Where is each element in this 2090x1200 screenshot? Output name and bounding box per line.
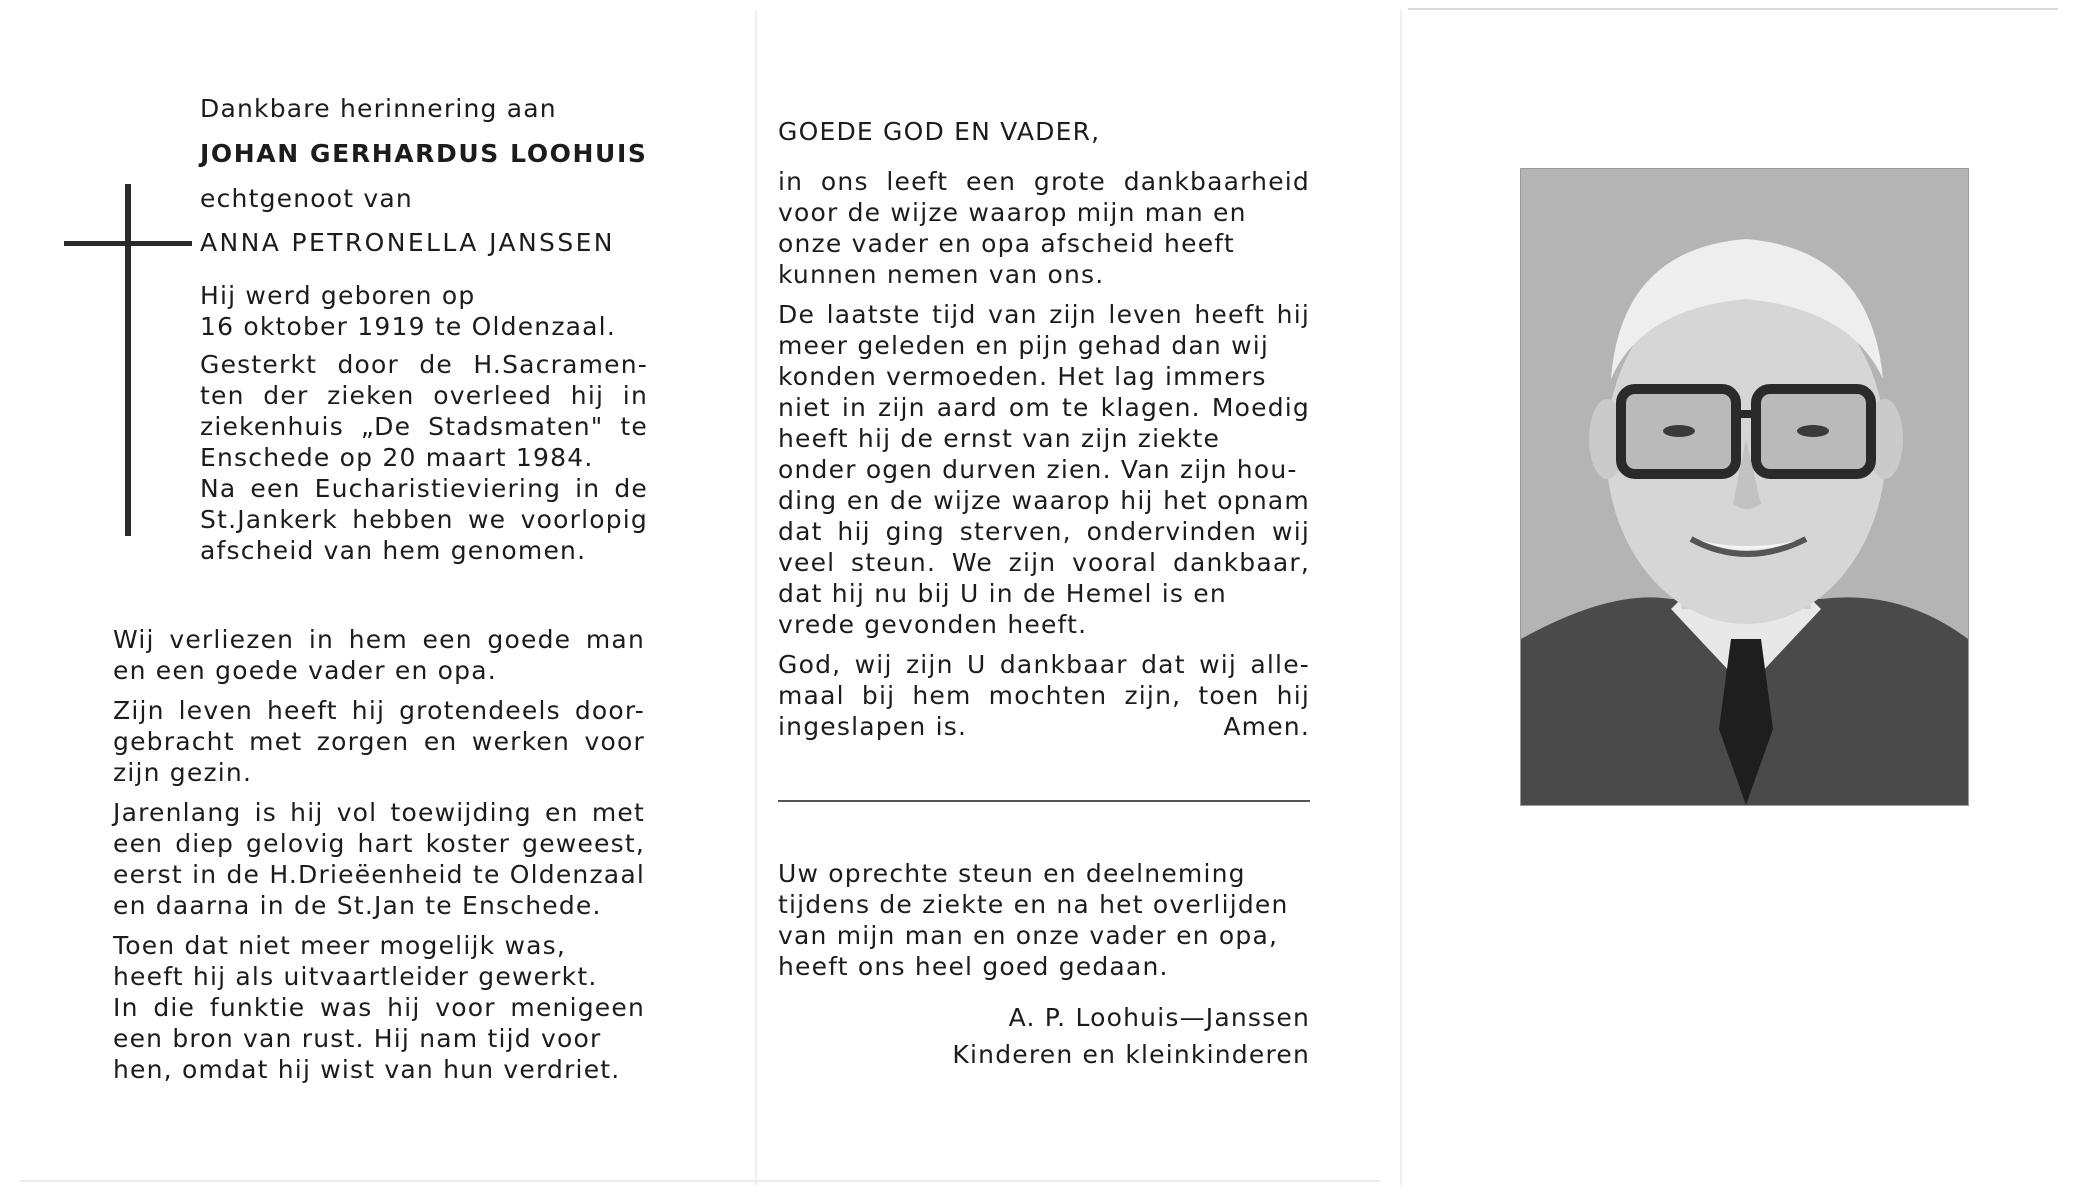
- prayer-text: in ons leeft een grote dankbaarheid voor de wijze waarop mijn man en onze vader en opa afscheid heeft kunnen nemen van ons. De laatste tijd van zijn leven heeft hij meer geleden en pijn gehad dan wij konden vermoeden. Het lag immers niet in zijn aard om te klagen. Moedig heeft hij de ernst van zijn ziekte onder ogen durven zien. Van zijn hou- ding en de wijze waarop hij het opnam dat hij ging sterven, ondervinden wij veel steun. We zijn vooral dankbaar, dat hij nu bij U in de Hemel is en vrede gevonden heeft. God, wij zijn U dankbaar dat wij alle- maal bij hem mochten zijn, toen hij ingeslapen is. Amen.: [778, 167, 1310, 741]
- intro-text: [200, 93, 557, 124]
- prayer-closing: ingeslapen is. Amen.: [778, 712, 1310, 741]
- portrait-photo: [1520, 168, 1969, 806]
- biography: Wij verliezen in hem een goede man en een goede vader en opa. Zijn leven heeft hij grotendeels door- gebracht met zorgen en werken voor zijn gezin. Jarenlang is hij vol toewijding en met een diep gelovig hart koster geweest, eerst in de H.Drieëenheid te Oldenzaal en daarna in de St.Jan te Enschede. Toen dat niet meer mogelijk was, heeft hij als uitvaartleider gewerkt. In die funktie was hij voor menigeen een bron van rust. Hij nam tijd voor hen, omdat hij wist van hun verdriet.: [113, 625, 645, 1084]
- fold-line-left: [755, 10, 757, 1185]
- birth-info: Hij werd geboren op 16 oktober 1919 te Oldenzaal.: [200, 281, 616, 341]
- thanks-text: Uw oprechte steun en deelneming tijdens de ziekte en na het overlijden van mijn man en onze vader en opa, heeft ons heel goed gedaan.: [778, 859, 1289, 981]
- cross-icon: [125, 184, 131, 536]
- prayer-heading: GOEDE GOD EN VADER,: [778, 117, 1101, 146]
- cross-bar: [64, 241, 192, 246]
- page-edge-line-bottom: [20, 1180, 1380, 1182]
- spouse-label: echtgenoot van: [200, 184, 413, 213]
- fold-line-right: [1400, 10, 1402, 1185]
- page-edge-line: [1408, 8, 2058, 10]
- signature-name: A. P. Loohuis—Janssen: [1008, 1003, 1310, 1032]
- divider-rule: [778, 800, 1310, 802]
- portrait-illustration: [1521, 169, 1968, 805]
- amen: Amen.: [1223, 712, 1310, 741]
- death-info: Gesterkt door de H.Sacramen- ten der zieken overleed hij in ziekenhuis „De Stadsmaten" te Enschede op 20 maart 1984. Na een Eucharistieviering in de St.Jankerk hebben we voorlopig afscheid van hem genomen.: [200, 350, 648, 565]
- signature: [778, 1002, 1310, 1070]
- signature-family: Kinderen en kleinkinderen: [952, 1040, 1310, 1069]
- deceased-name: JOHAN GERHARDUS LOOHUIS: [200, 139, 648, 168]
- intro-line: Dankbare herinnering aan: [200, 94, 557, 123]
- spouse-name: ANNA PETRONELLA JANSSEN: [200, 228, 615, 257]
